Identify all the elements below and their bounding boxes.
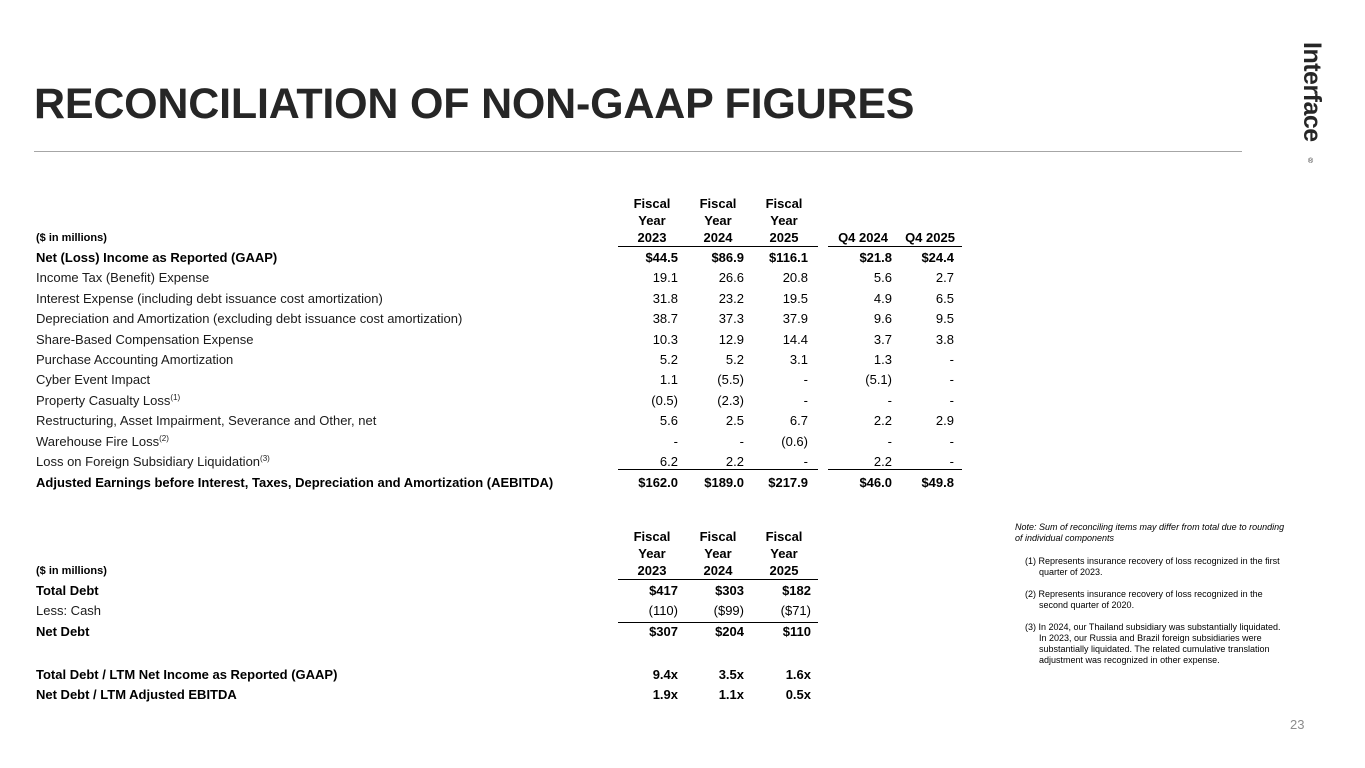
table-row: [36, 391, 966, 411]
table2-units-label: ($ in millions): [36, 565, 107, 577]
row-value: 1.6x: [785, 667, 811, 682]
row-value: -: [803, 372, 808, 388]
table1-header-rule-q4: [828, 246, 962, 247]
table1-col-fy2025: Fiscal Year 2025: [765, 196, 803, 245]
row-value: $116.1: [768, 250, 808, 265]
table-row: [36, 268, 966, 288]
table-row: [36, 601, 836, 621]
row-value: ($99): [713, 603, 744, 618]
row-value: 26.6: [718, 270, 744, 286]
row-value: 19.1: [652, 270, 678, 286]
row-value: $189.0: [704, 475, 744, 490]
logo-registered-mark: ®: [1308, 158, 1314, 165]
row-value: 20.8: [782, 270, 808, 286]
row-value: ($71): [780, 603, 811, 618]
row-value: 2.5: [725, 413, 744, 429]
row-value: 9.6: [873, 311, 892, 327]
table-row: [36, 685, 836, 705]
row-value: 37.3: [718, 311, 744, 327]
row-value: 3.8: [935, 331, 954, 347]
row-value: 5.2: [725, 352, 744, 367]
row-value: -: [803, 454, 808, 469]
table2-col-fy2023: Fiscal Year 2023: [633, 529, 671, 578]
row-label: Cyber Event Impact: [36, 372, 151, 388]
row-value: (110): [648, 603, 678, 618]
row-value: $49.8: [921, 475, 954, 490]
row-label: Less: Cash: [36, 603, 102, 618]
row-value: $24.4: [921, 250, 954, 265]
row-value: $86.9: [711, 250, 744, 265]
row-value: 12.9: [718, 331, 744, 347]
row-value: 2.2: [725, 454, 744, 469]
row-value: -: [887, 392, 892, 408]
row-value: 10.3: [652, 331, 678, 347]
row-label: Property Casualty Loss$^{(1)}$: [36, 392, 181, 408]
row-label: Warehouse Fire Loss$^{(2)}$: [36, 433, 169, 449]
row-value: -: [949, 454, 954, 469]
row-value: 1.1x: [718, 687, 744, 702]
row-value: 2.2: [873, 413, 892, 429]
table-row: [36, 248, 966, 268]
row-value: 6.2: [659, 454, 678, 469]
row-value: $44.5: [645, 250, 678, 265]
row-value: 5.2: [659, 352, 678, 367]
row-value: (2.3): [717, 392, 744, 408]
row-value: 38.7: [652, 311, 678, 327]
row-value: 3.7: [873, 331, 892, 347]
table-row: [36, 665, 836, 685]
row-value: 19.5: [782, 290, 808, 306]
table-row: [36, 350, 966, 370]
row-value: $46.0: [859, 475, 892, 490]
row-label: Interest Expense (including debt issuance cost amortization): [36, 290, 383, 306]
table-row: [36, 370, 966, 390]
table-row: [36, 309, 966, 329]
row-value: 37.9: [782, 311, 808, 327]
row-label: Purchase Accounting Amortization: [36, 352, 234, 367]
row-label: Loss on Foreign Subsidiary Liquidation$^{(3)}$: [36, 454, 270, 469]
table2-col-fy2025: Fiscal Year 2025: [765, 529, 803, 578]
row-value: $303: [715, 583, 744, 598]
row-value: 2.2: [873, 454, 892, 469]
row-label: Net (Loss) Income as Reported (GAAP): [36, 250, 278, 265]
footnote-2: (2) Represents insurance recovery of loss recognized in the second quarter of 2020.: [1025, 589, 1263, 610]
row-value: $204: [715, 624, 744, 639]
row-value: -: [673, 433, 678, 449]
table1-col-q4-2025: Q4 2025: [905, 230, 955, 245]
table-row: [36, 622, 836, 642]
row-value: 9.4x: [652, 667, 678, 682]
footnotes-panel: [1015, 522, 1285, 677]
row-value: 23.2: [718, 290, 744, 306]
title-divider: [34, 151, 1242, 152]
row-value: 31.8: [652, 290, 678, 306]
table1-col-q4-2024: Q4 2024: [838, 230, 888, 245]
row-value: -: [739, 433, 744, 449]
row-value: 3.5x: [718, 667, 744, 682]
table1-header-rule: [618, 246, 818, 247]
row-value: 4.9: [873, 290, 892, 306]
company-logo: Interface: [1298, 42, 1326, 142]
rounding-note: Note: Sum of reconciling items may differ from total due to rounding of individual components: [1015, 522, 1285, 543]
row-value: 0.5x: [785, 687, 811, 702]
row-value: (5.1): [865, 372, 892, 388]
row-label: Total Debt / LTM Net Income as Reported (GAAP): [36, 667, 338, 682]
footnote-3: (3) In 2024, our Thailand subsidiary was substantially liquidated. In 2023, our Russia and Brazil foreign subsidiaries were substantially liquidated. The related cumulative translation adjustment was recognized in other expense.: [1025, 622, 1281, 665]
row-value: $21.8: [859, 250, 892, 265]
table1-col-fy2023: Fiscal Year 2023: [633, 196, 671, 245]
row-value: 1.1: [659, 372, 678, 388]
row-value: (0.5): [651, 392, 678, 408]
row-value: 5.6: [873, 270, 892, 286]
table-row: [36, 330, 966, 350]
table-row: [36, 581, 836, 601]
row-value: -: [949, 372, 954, 388]
row-label: Net Debt / LTM Adjusted EBITDA: [36, 687, 237, 702]
row-label: Adjusted Earnings before Interest, Taxes, Depreciation and Amortization (AEBITDA): [36, 475, 554, 490]
footnote-1: (1) Represents insurance recovery of loss recognized in the first quarter of 2023.: [1025, 556, 1280, 577]
row-value: 1.3: [873, 352, 892, 367]
footnote-ref: (2): [159, 433, 169, 443]
table1-col-fy2024: Fiscal Year 2024: [699, 196, 737, 245]
row-label: Depreciation and Amortization (excluding debt issuance cost amortization): [36, 311, 463, 327]
table-row: [36, 432, 966, 452]
row-value: 6.7: [789, 413, 808, 429]
footnote-ref: (3): [260, 454, 270, 463]
row-label: Net Debt: [36, 624, 90, 639]
row-value: $217.9: [768, 475, 808, 490]
row-value: $307: [649, 624, 678, 639]
row-label: Share-Based Compensation Expense: [36, 331, 254, 347]
page-title: RECONCILIATION OF NON-GAAP FIGURES: [34, 80, 915, 128]
table2-header-rule: [618, 579, 818, 580]
table-row: [36, 411, 966, 431]
row-value: -: [803, 392, 808, 408]
row-value: (0.6): [781, 433, 808, 449]
row-label: Income Tax (Benefit) Expense: [36, 270, 210, 286]
aebitda-reconciliation-table: [36, 193, 966, 495]
table2-col-fy2024: Fiscal Year 2024: [699, 529, 737, 578]
row-value: 2.9: [935, 413, 954, 429]
row-value: 9.5: [935, 311, 954, 327]
row-value: 3.1: [789, 352, 808, 367]
row-value: 6.5: [935, 290, 954, 306]
row-value: -: [949, 433, 954, 449]
row-label: Restructuring, Asset Impairment, Severance and Other, net: [36, 413, 377, 429]
row-label: Total Debt: [36, 583, 99, 598]
net-debt-table: [36, 526, 836, 711]
row-value: 2.7: [935, 270, 954, 286]
row-value: 1.9x: [652, 687, 678, 702]
row-value: 5.6: [659, 413, 678, 429]
row-value: $417: [649, 583, 678, 598]
row-value: $162.0: [638, 475, 678, 490]
row-value: $110: [782, 624, 811, 639]
row-value: (5.5): [717, 372, 744, 388]
table1-units-label: ($ in millions): [36, 232, 107, 244]
table-row: [36, 473, 966, 493]
table-row: [36, 289, 966, 309]
row-value: -: [887, 433, 892, 449]
row-value: $182: [782, 583, 811, 598]
row-value: -: [949, 352, 954, 367]
footnote-ref: (1): [170, 392, 181, 402]
row-value: 14.4: [782, 331, 808, 347]
page-number: 23: [1290, 717, 1305, 732]
table-row: [36, 452, 966, 472]
row-value: -: [949, 392, 954, 408]
